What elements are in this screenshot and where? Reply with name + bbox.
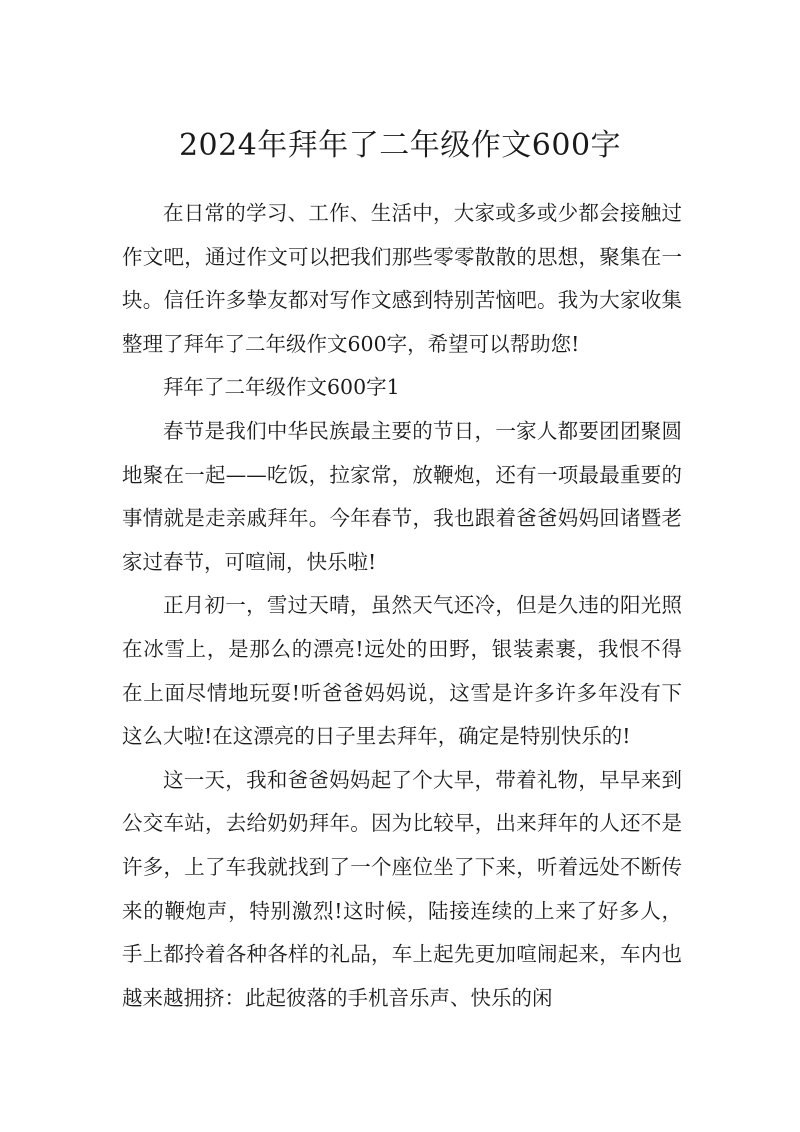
- document-body: [122, 192, 682, 1020]
- document-title: 2024年拜年了二年级作文600字: [178, 128, 622, 163]
- body-paragraph-2: 正月初一，雪过天晴，虽然天气还冷，但是久违的阳光照在冰雪上，是那么的漂亮!远处的田野，银装素裹，我恨不得在上面尽情地玩耍!听爸爸妈妈说，这雪是许多许多年没有下这么大啦!在这漂亮的日子里去拜年，确定是特别快乐的!: [122, 593, 682, 749]
- section-heading: 拜年了二年级作文600字1: [163, 375, 400, 400]
- intro-paragraph: 在日常的学习、工作、生活中，大家或多或少都会接触过作文吧，通过作文可以把我们那些零零散散的思想，聚集在一块。信任许多挚友都对写作文感到特别苦恼吧。我为大家收集整理了拜年了二年级作文600字，希望可以帮助您!: [122, 201, 682, 356]
- body-paragraph-1: 春节是我们中华民族最主要的节日，一家人都要团团聚圆地聚在一起——吃饭，拉家常，放鞭炮，还有一项最最重要的事情就是走亲戚拜年。今年春节，我也跟着爸爸妈妈回诸暨老家过春节，可喧闹，快乐啦!: [122, 418, 682, 574]
- body-paragraph-3: 这一天，我和爸爸妈妈起了个大早，带着礼物，早早来到公交车站，去给奶奶拜年。因为比较早，出来拜年的人还不是许多，上了车我就找到了一个座位坐了下来，听着远处不断传来的鞭炮声，特别激烈!这时候，陆接连续的上来了好多人，手上都拎着各种各样的礼品，车上起先更加喧闹起来，车内也越来越拥挤：此起彼落的手机音乐声、快乐的闲: [122, 767, 682, 1010]
